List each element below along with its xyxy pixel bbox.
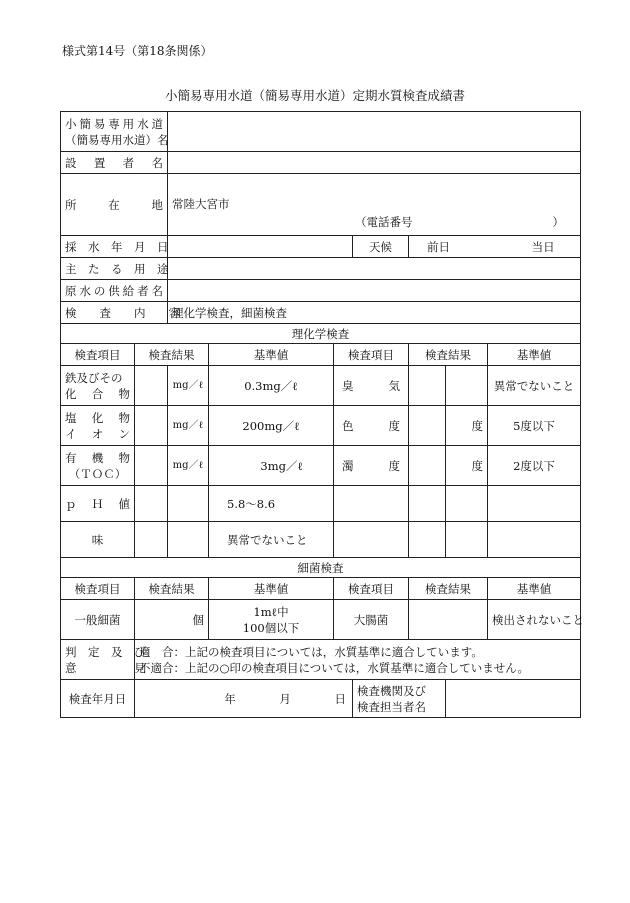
main-use-row	[61, 258, 581, 280]
bacteria-item-ecoli: 大腸菌	[334, 600, 409, 640]
weather-field[interactable]	[409, 236, 581, 258]
physchem-row-ph	[61, 486, 581, 522]
physchem-result-odor[interactable]	[409, 366, 446, 406]
physchem-item-blank-1	[334, 486, 409, 522]
physchem-section-row	[61, 324, 581, 344]
physchem-standard-turbidity: 2度以下	[488, 446, 581, 486]
physchem-result-iron[interactable]	[135, 366, 168, 406]
physchem-row-iron	[61, 366, 581, 406]
physchem-result-color[interactable]	[409, 406, 446, 446]
installer-field[interactable]	[168, 152, 581, 174]
inspection-date-month: 月	[279, 691, 291, 706]
document-title: 小簡易専用水道（簡易専用水道）定期水質検査成績書	[164, 88, 465, 103]
facility-name-label: 小簡易専用水道 （簡易専用水道）名	[61, 112, 168, 152]
physchem-standard-color: 5度以下	[488, 406, 581, 446]
physchem-unit-ph	[168, 486, 209, 522]
bacteria-col-result-right: 検査結果	[409, 578, 488, 600]
installer-row	[61, 152, 581, 174]
weather-label: 天候	[353, 236, 409, 258]
inspection-content-label: 検 査 内 容	[61, 302, 168, 324]
physchem-standard-taste: 異常でないこと	[209, 522, 334, 558]
facility-name-field[interactable]	[168, 112, 581, 152]
facility-name-row	[61, 112, 581, 152]
bacteria-col-result-left: 検査結果	[135, 578, 209, 600]
physchem-col-standard-right: 基準値	[488, 344, 581, 366]
location-row	[61, 174, 581, 236]
installer-label: 設 置 者 名	[61, 152, 168, 174]
physchem-standard-ph: 5.8～8.6	[209, 486, 334, 522]
physchem-result-toc[interactable]	[135, 446, 168, 486]
bacteria-unit-general: 個	[192, 612, 204, 627]
physchem-standard-toc: 3mg／ℓ	[209, 446, 334, 486]
physchem-item-odor: 臭 気	[334, 366, 409, 406]
physchem-col-standard-left: 基準値	[209, 344, 334, 366]
physchem-col-result-left: 検査結果	[135, 344, 209, 366]
inspection-date-field[interactable]	[135, 680, 353, 718]
physchem-standard-iron: 0.3mg／ℓ	[209, 366, 334, 406]
form-number: 様式第14号（第18条関係）	[62, 44, 213, 58]
footer-row	[61, 680, 581, 718]
physchem-unit-taste	[168, 522, 209, 558]
physchem-result-chloride[interactable]	[135, 406, 168, 446]
physchem-row-toc	[61, 446, 581, 486]
physchem-unit-chloride: mg／ℓ	[168, 406, 209, 446]
physchem-item-chloride: 塩 化 物 イ オ ン	[61, 406, 135, 446]
physchem-result-turbidity[interactable]	[409, 446, 446, 486]
weather-today: 当日	[531, 239, 555, 254]
physchem-result-taste[interactable]	[135, 522, 168, 558]
location-value: 常陸大宮市	[172, 197, 230, 211]
judgment-label: 判 定 及 び 意 見	[61, 640, 135, 680]
physchem-col-result-right: 検査結果	[409, 344, 488, 366]
physchem-item-blank-2	[334, 522, 409, 558]
physchem-header-row	[61, 344, 581, 366]
inspection-agency-field[interactable]	[446, 680, 581, 718]
physchem-col-item-left: 検査項目	[61, 344, 135, 366]
source-supplier-field[interactable]	[168, 280, 581, 302]
main-use-field[interactable]	[168, 258, 581, 280]
physchem-unit-color: 度	[446, 406, 488, 446]
bacteria-col-item-right: 検査項目	[334, 578, 409, 600]
judgment-field[interactable]	[135, 640, 581, 680]
bacteria-col-standard-right: 基準値	[488, 578, 581, 600]
inspection-date-day: 日	[334, 691, 346, 706]
judgment-row	[61, 640, 581, 680]
bacteria-header-row	[61, 578, 581, 600]
bacteria-col-item-left: 検査項目	[61, 578, 135, 600]
physchem-item-toc: 有 機 物 （ＴＯＣ）	[61, 446, 135, 486]
physchem-unit-blank-2	[446, 522, 488, 558]
bacteria-section-row	[61, 558, 581, 578]
physchem-item-color: 色 度	[334, 406, 409, 446]
inspection-content-value: 理化学検査，細菌検査	[168, 302, 581, 324]
physchem-result-blank-2[interactable]	[409, 522, 446, 558]
physchem-unit-turbidity: 度	[446, 446, 488, 486]
main-use-label: 主 た る 用 途	[61, 258, 168, 280]
phone-label: （電話番号	[355, 215, 413, 229]
physchem-item-iron: 鉄及びその 化 合 物	[61, 366, 135, 406]
bacteria-item-general: 一般細菌	[61, 600, 135, 640]
physchem-item-turbidity: 濁 度	[334, 446, 409, 486]
physchem-unit-iron: mg／ℓ	[168, 366, 209, 406]
source-supplier-row	[61, 280, 581, 302]
physchem-standard-chloride: 200mg／ℓ	[209, 406, 334, 446]
bacteria-row	[61, 600, 581, 640]
inspection-content-row	[61, 302, 581, 324]
physchem-result-ph[interactable]	[135, 486, 168, 522]
physchem-standard-blank-1	[488, 486, 581, 522]
sampling-date-label: 採 水 年 月 日	[61, 236, 168, 258]
inspection-report-table	[60, 111, 584, 718]
inspection-date-year: 年	[224, 691, 236, 706]
physchem-standard-odor: 異常でないこと	[488, 366, 581, 406]
source-supplier-label: 原水の供給者名	[61, 280, 168, 302]
bacteria-result-ecoli[interactable]	[409, 600, 488, 640]
judgment-fail-text: 不適合：上記の○印の検査項目については，水質基準に適合していません。	[139, 660, 529, 675]
location-label: 所 在 地	[61, 174, 168, 236]
physchem-col-item-right: 検査項目	[334, 344, 409, 366]
sampling-date-field[interactable]	[168, 236, 353, 258]
inspection-date-label: 検査年月日	[61, 680, 135, 718]
inspection-agency-label: 検査機関及び 検査担当者名	[353, 680, 446, 718]
phone-close: ）	[552, 215, 565, 229]
physchem-unit-blank-1	[446, 486, 488, 522]
physchem-item-taste: 味	[61, 522, 135, 558]
physchem-item-ph: ｐ Ｈ 値	[61, 486, 135, 522]
bacteria-result-general[interactable]	[135, 600, 209, 640]
location-field[interactable]	[168, 174, 581, 236]
bacteria-section-title: 細菌検査	[61, 558, 581, 578]
physchem-row-chloride	[61, 406, 581, 446]
bacteria-col-standard-left: 基準値	[209, 578, 334, 600]
physchem-unit-odor	[446, 366, 488, 406]
bacteria-standard-ecoli: 検出されないこと	[488, 600, 581, 640]
physchem-section-title: 理化学検査	[61, 324, 581, 344]
physchem-result-blank-1[interactable]	[409, 486, 446, 522]
weather-prev-day: 前日	[427, 239, 450, 254]
physchem-standard-blank-2	[488, 522, 581, 558]
bacteria-standard-general: 1mℓ中 100個以下	[209, 600, 334, 640]
physchem-unit-toc: mg／ℓ	[168, 446, 209, 486]
sampling-date-row	[61, 236, 581, 258]
judgment-pass-text: 適 合：上記の検査項目については，水質基準に適合しています。	[139, 644, 483, 659]
physchem-row-taste	[61, 522, 581, 558]
